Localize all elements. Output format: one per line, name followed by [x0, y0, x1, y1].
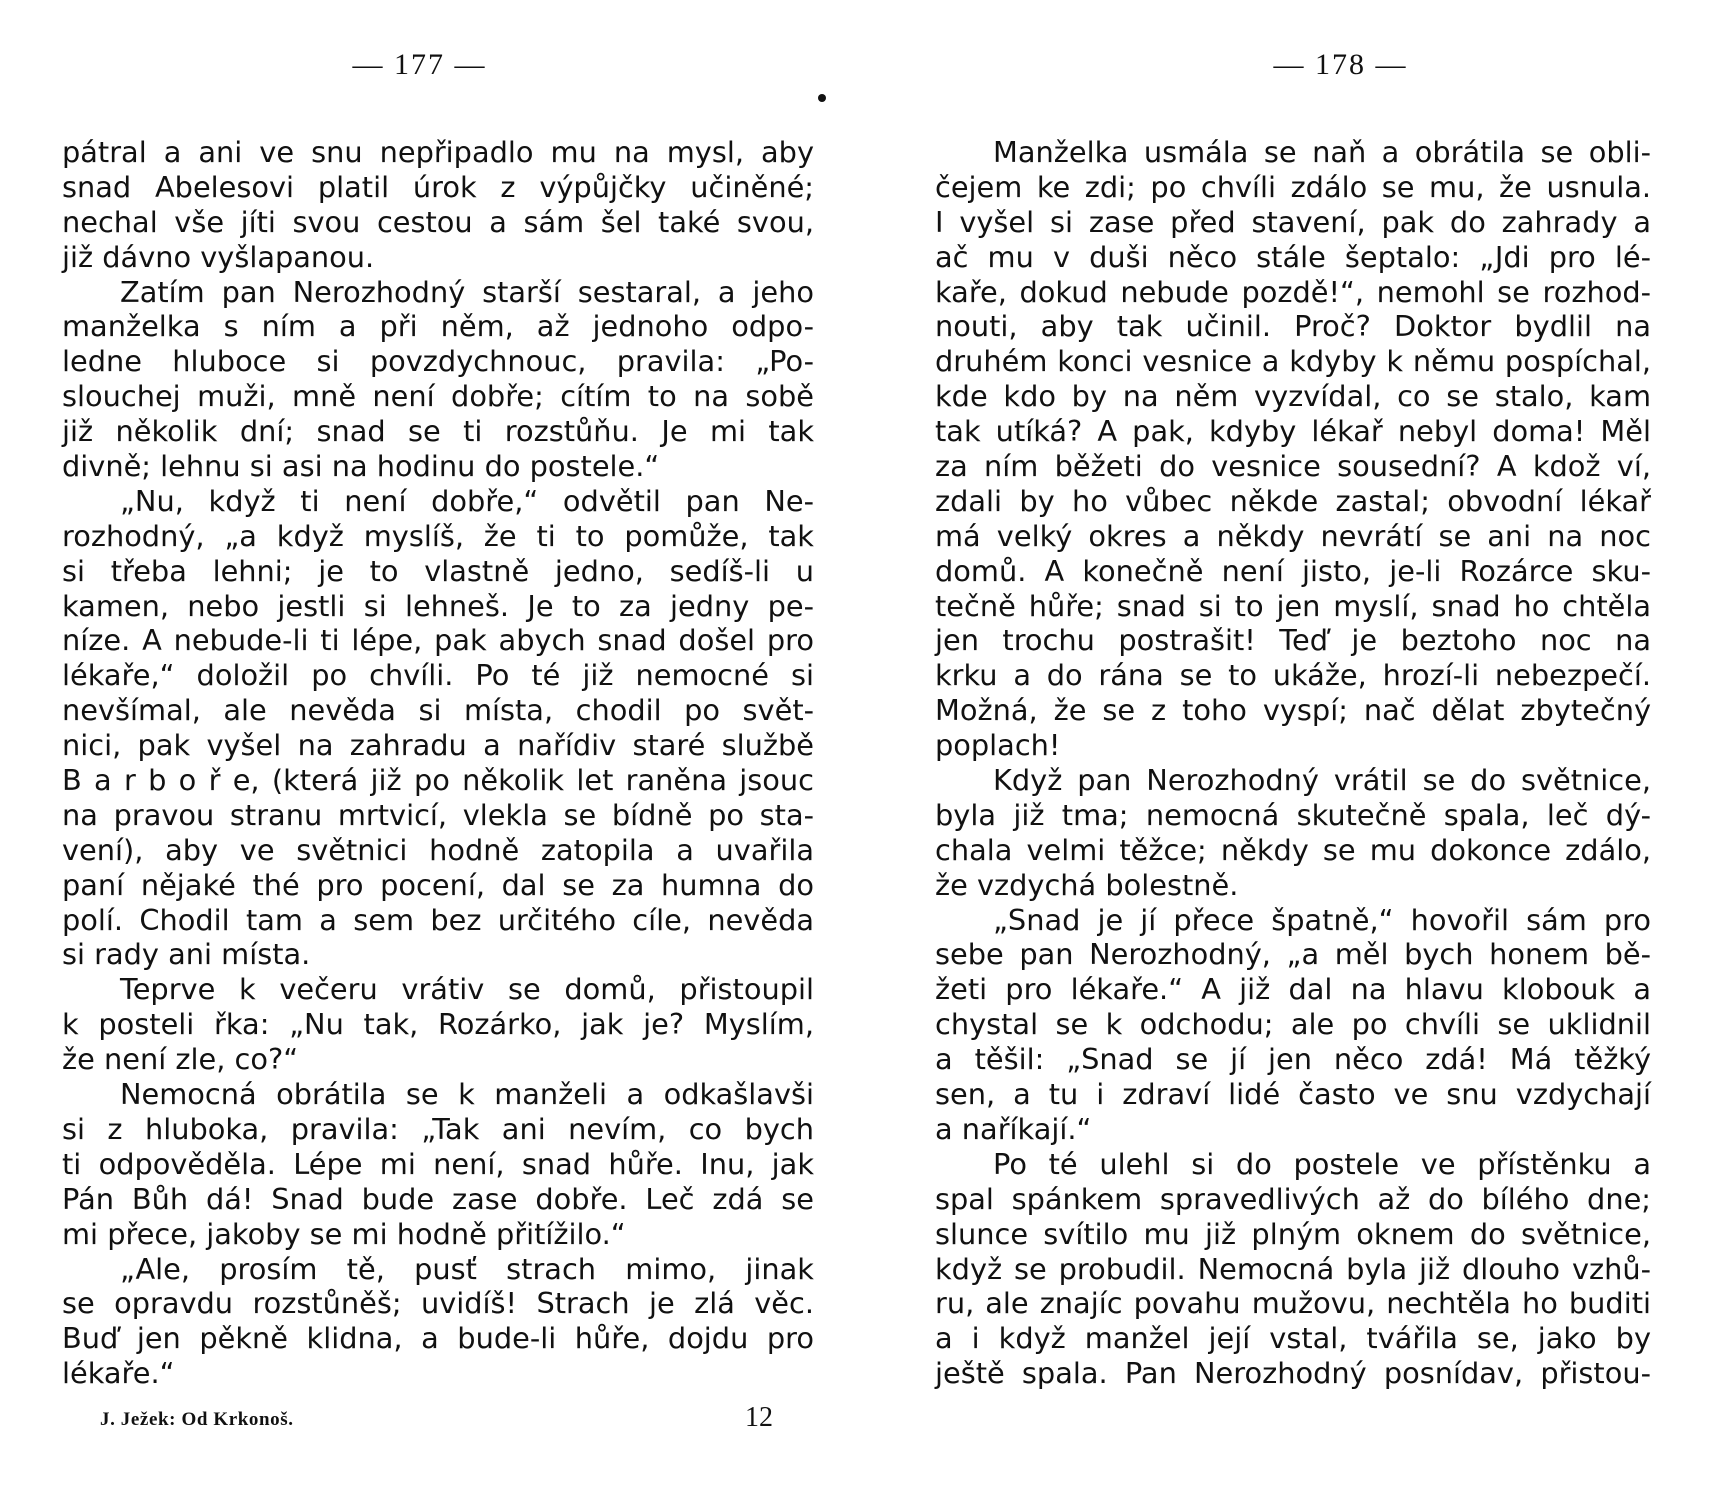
text-line: ti odpověděla. Lépe mi není, snad hůře. Inu, jak — [62, 1146, 814, 1181]
text-line: kaře, dokud nebude pozdě!“, nemohl se rozhod- — [935, 274, 1651, 309]
text-line: polí. Chodil tam a sem bez určitého cíle, nevěda — [62, 902, 814, 937]
text-line: na pravou stranu mrtvicí, vlekla se bídně po sta- — [62, 797, 814, 832]
text-line: že vzdychá bolestně. — [935, 867, 1239, 902]
text-line: byla již tma; nemocná skutečně spala, leč dý- — [935, 797, 1651, 832]
text-line: manželka s ním a při něm, až jednoho odpo- — [62, 309, 814, 344]
text-line: chystal se k odchodu; ale po chvíli se uklidnil — [935, 1007, 1651, 1042]
text-line: Nemocná obrátila se k manželi a odkašlavši — [120, 1077, 814, 1112]
text-line: krku a do rána se to ukáže, hrozí-li nebezpečí. — [935, 658, 1651, 693]
text-line: sen, a tu i zdraví lidé často ve snu vzdychají — [935, 1077, 1651, 1112]
text-line: když se probudil. Nemocná byla již dlouho vzhů- — [935, 1251, 1651, 1286]
text-line: B a r b o ř e, (která již po několik let raněna jsouc — [62, 763, 814, 798]
page-text — [62, 135, 814, 1391]
text-line: tak utíká? A pak, kdyby lékař nebyl doma! Měl — [935, 414, 1651, 449]
text-line: zdali by ho vůbec někde zastal; obvodní lékař — [935, 483, 1651, 518]
page-text — [935, 135, 1651, 1391]
gutter-dot — [818, 94, 826, 102]
text-line: pátral a ani ve snu nepřipadlo mu na mysl, aby — [62, 135, 814, 169]
text-line: níze. A nebude-li ti lépe, pak abych snad došel pro — [62, 623, 814, 658]
text-line: paní nějaké thé pro pocení, dal se za humna do — [62, 867, 814, 902]
text-line: ještě spala. Pan Nerozhodný posnídav, přistou- — [935, 1356, 1651, 1391]
text-line: za ním běžeti do vesnice sousední? A kdož ví, — [935, 449, 1651, 484]
text-line: lékaře,“ doložil po chvíli. Po té již nemocné si — [62, 658, 814, 693]
text-line: spal spánkem spravedlivých až do bílého dne; — [935, 1181, 1651, 1216]
text-line: kamen, nebo jestli si lehneš. Je to za jedny pe- — [62, 588, 814, 623]
text-line: a i když manžel její vstal, tvářila se, jako by — [935, 1321, 1651, 1356]
text-line: I vyšel si zase před stavení, pak do zahrady a — [935, 204, 1651, 239]
text-line: si rady ani místa. — [62, 937, 311, 972]
text-line: Teprve k večeru vrátiv se domů, přistoupil — [120, 972, 814, 1007]
text-line: k posteli řka: „Nu tak, Rozárko, jak je? Myslím, — [62, 1007, 814, 1042]
text-line: Zatím pan Nerozhodný starší sestaral, a jeho — [120, 274, 814, 309]
text-line: čejem ke zdi; po chvíli zdálo se mu, že usnula. — [935, 169, 1651, 204]
text-line: „Ale, prosím tě, pusť strach mimo, jinak — [120, 1251, 814, 1286]
text-line: divně; lehnu si asi na hodinu do postele.“ — [62, 449, 660, 484]
text-line: nevšímal, ale nevěda si místa, chodil po svět- — [62, 693, 814, 728]
text-line: že není zle, co?“ — [62, 1042, 299, 1077]
text-line: vení), aby ve světnici hodně zatopila a uvařila — [62, 832, 814, 867]
text-line: a těšil: „Snad se jí jen něco zdá! Má těžký — [935, 1042, 1651, 1077]
text-line: sebe pan Nerozhodný, „a měl bych honem bě- — [935, 937, 1651, 972]
text-line: rozhodný, „a když myslíš, že ti to pomůže, tak — [62, 518, 814, 553]
text-line: a naříkají.“ — [935, 1111, 1092, 1146]
text-line: žeti pro lékaře.“ A již dal na hlavu klobouk a — [935, 972, 1651, 1007]
text-line: druhém konci vesnice a kdyby k němu pospíchal, — [935, 344, 1651, 379]
text-line: Buď jen pěkně klidna, a bude-li hůře, dojdu pro — [62, 1321, 814, 1356]
text-line: tečně hůře; snad si to jen myslí, snad ho chtěla — [935, 588, 1651, 623]
footer-signature: J. Ježek: Od Krkonoš. — [100, 1409, 294, 1430]
text-line: ledne hluboce si povzdychnouc, pravila: „Po- — [62, 344, 814, 379]
text-line: nici, pak vyšel na zahradu a nařídiv staré službě — [62, 728, 814, 763]
text-line: chala velmi těžce; někdy se mu dokonce zdálo, — [935, 832, 1651, 867]
text-line: Pán Bůh dá! Snad bude zase dobře. Leč zdá se — [62, 1181, 814, 1216]
text-line: Když pan Nerozhodný vrátil se do světnice, — [993, 763, 1651, 798]
text-line: ač mu v duši něco stále šeptalo: „Jdi pro lé- — [935, 239, 1651, 274]
text-line: slouchej muži, mně není dobře; cítím to na sobě — [62, 379, 814, 414]
text-line: slunce svítilo mu již plným oknem do světnice, — [935, 1216, 1651, 1251]
text-line: ru, ale znajíc povahu mužovu, nechtěla ho buditi — [935, 1286, 1651, 1321]
text-line: se opravdu rozstůněš; uvidíš! Strach je zlá věc. — [62, 1286, 814, 1321]
text-line: nechal vše jíti svou cestou a sám šel také svou, — [62, 204, 814, 239]
text-line: Po té ulehl si do postele ve přístěnku a — [993, 1146, 1651, 1181]
text-line: nouti, aby tak učinil. Proč? Doktor bydlil na — [935, 309, 1651, 344]
text-line: snad Abelesovi platil úrok z výpůjčky učiněné; — [62, 169, 814, 204]
text-line: si třeba lehni; je to vlastně jedno, sedíš-li u — [62, 553, 814, 588]
text-line: mi přece, jakoby se mi hodně přitížilo.“ — [62, 1216, 626, 1251]
page-number: — 177 — — [352, 48, 487, 81]
text-line: Manželka usmála se naň a obrátila se obli- — [993, 135, 1651, 169]
text-line: „Nu, když ti není dobře,“ odvětil pan Ne- — [120, 483, 814, 518]
text-line: poplach! — [935, 728, 1061, 763]
text-line: domů. A konečně není jisto, je-li Rozárce sku- — [935, 553, 1651, 588]
text-line: jen trochu postrašit! Teď je beztoho noc na — [935, 623, 1651, 658]
signature-number: 12 — [745, 1402, 773, 1433]
text-line: „Snad je jí přece špatně,“ hovořil sám pro — [993, 902, 1651, 937]
text-line: již několik dní; snad se ti rozstůňu. Je mi tak — [62, 414, 814, 449]
text-line: lékaře.“ — [62, 1356, 175, 1391]
text-line: Možná, že se z toho vyspí; nač dělat zbytečný — [935, 693, 1651, 728]
text-line: již dávno vyšlapanou. — [62, 239, 375, 274]
right-page — [867, 0, 1734, 1500]
text-line: kde kdo by na něm vyzvídal, co se stalo, kam — [935, 379, 1651, 414]
page-number: — 178 — — [1273, 48, 1408, 81]
text-line: má velký okres a někdy nevrátí se ani na noc — [935, 518, 1651, 553]
text-line: si z hluboka, pravila: „Tak ani nevím, co bych — [62, 1111, 814, 1146]
